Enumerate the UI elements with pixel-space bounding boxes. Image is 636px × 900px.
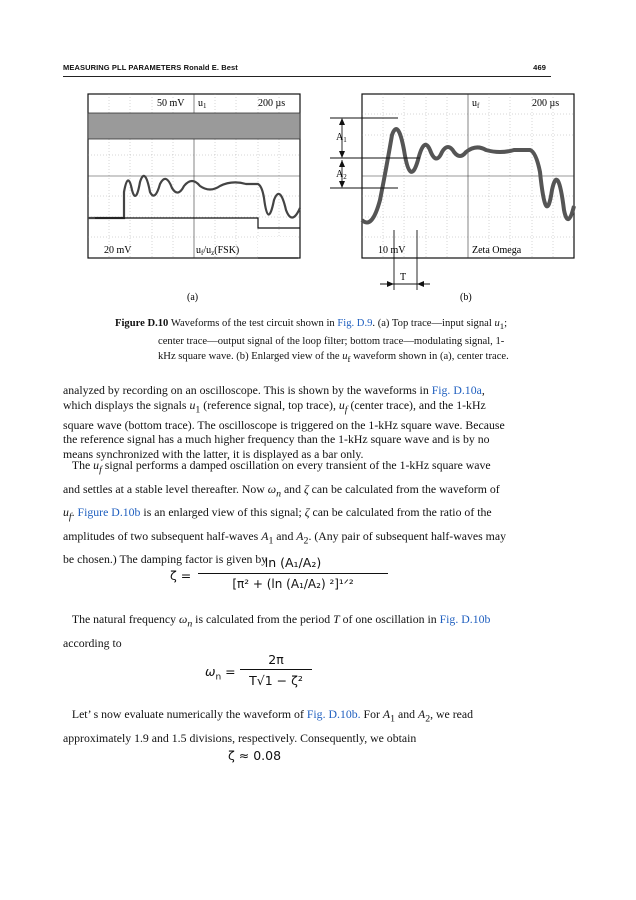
panel-a-label-br: $u_f/u_z(FSK)$ [196,245,240,257]
label-A1: $A_1$ [336,132,347,144]
link-fig-d10a[interactable]: Fig. D.10a [431,383,482,397]
equation-result: ζ ≈ 0.08 [228,748,282,763]
paragraph-1: analyzed by recording on an oscilloscope. This is shown by the waveforms in Fig. D.10a, which displays the signals $u_1$ (reference signal, top trace), $u_f$ (center trace), and the 1-kHz square wave (bottom trace). The oscilloscope is triggered on the 1-kHz square wave. Because the reference signal has a much higher frequency than the 1-kHz square wave and is by no means synchronized with the latter, it is displayed as a bar only. [63,383,505,461]
link-fig-d9[interactable]: Fig. D.9 [337,318,373,329]
page-number: 469 [533,63,546,72]
link-fig-d10b-3[interactable]: Fig. D.10b. [306,707,361,721]
panel-b-scope [330,94,574,303]
caption-label: Figure D.10 [115,318,169,329]
label-A2: $A_2$ [336,169,347,181]
equation-natural-frequency: $\omega_n$ = 2π T√1 − ζ² [205,652,345,692]
figure-d10 [0,80,636,305]
panel-a-label-u1: $u_1$ [198,98,207,110]
panel-b-label-time: 200 µs [532,98,560,109]
paragraph-4: Let’ s now evaluate numerically the waveform of Fig. D.10b. For $A_1$ and $A_2$, we read approximately 1.9 and 1.5 divisions, respectively. Consequently, we obtain [63,707,474,745]
equation-damping-factor: ζ = ln (A₁/A₂) [π² + (ln (A₁/A₂) ²]¹ᐟ² [170,555,410,595]
panel-a-label-time: 200 µs [258,98,286,109]
panel-a-label-bl: 20 mV [104,245,132,256]
panel-a-scope [88,94,300,303]
panel-a-label-tl: 50 mV [157,98,185,109]
link-figure-d10b[interactable]: Figure D.10b [77,505,141,520]
panel-b-label-uf: $u_f$ [472,98,480,110]
label-T: T [400,272,407,283]
figure-caption: Figure D.10 Waveforms of the test circuit shown in Fig. D.9. (a) Top trace—input signal $u_1$; center trace—output signal of the loop filter; bottom trace—modulating signal, 1- kHz square wave. (b) Enlarged view of the $u_f$ waveform shown in (a), center trace. [115,318,509,365]
panel-a-caption: (a) [187,292,199,303]
panel-b-label-bl: 10 mV [378,245,406,256]
header-title: MEASURING PLL PARAMETERS Ronald E. Best [63,63,238,72]
paragraph-3: The natural frequency $\omega_n$ is calculated from the period T of one oscillation in Fig. D.10b according to [63,612,491,650]
link-fig-d10b-2[interactable]: Fig. D.10b [439,612,491,626]
paragraph-2: The $u_f$ signal performs a damped oscillation on every transient of the 1-kHz square wave and settles at a stable level thereafter. Now $\omega_n$ and ζ can be calculated from the waveform of $u_f$. Figure D.10b is an enlarged view of this signal; ζ can be calculated from the ratio of the amplitudes of two subsequent half-waves $A_1$ and $A_2$. (Any pair of subsequent half-waves may be chosen.) The damping factor is given by [63,458,506,567]
panel-b-caption: (b) [460,292,472,303]
running-header [63,63,550,72]
reference-bar [88,113,300,139]
header-rule [63,76,551,77]
panel-b-label-br: Zeta Omega [472,245,522,256]
